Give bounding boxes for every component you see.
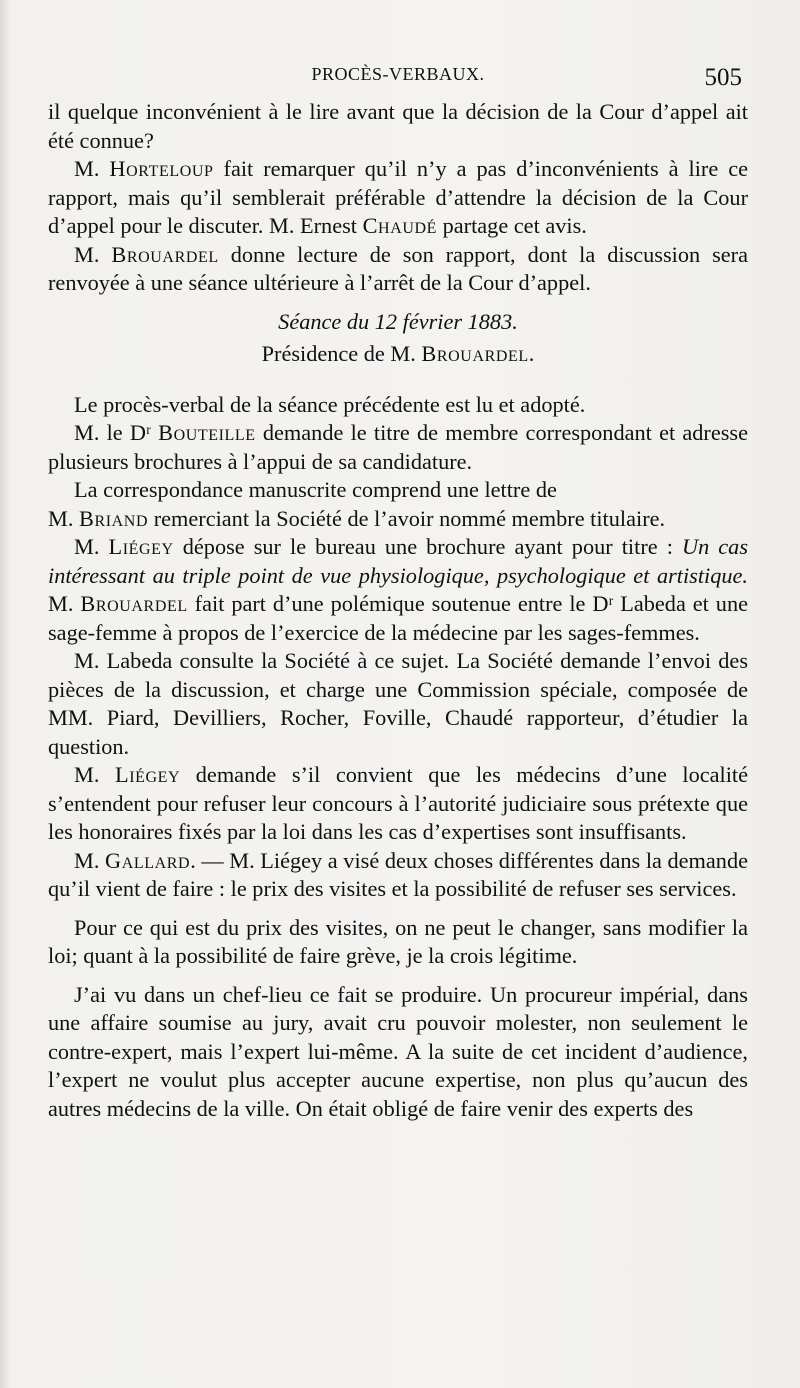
paragraph-labeda: M. Labeda consulte la Société à ce sujet. La Société demande l’envoi des pièces de la discussion, et charge une Commission spéciale, composée de MM. Piard, Devilliers, Rocher, Foville, Chaudé rapporteur, d’étudier la question. bbox=[48, 648, 748, 759]
paragraph-text: demande le titre de membre correspondant et adresse plusieurs brochures à l’appui de sa candidature. bbox=[48, 420, 748, 474]
paragraph-chef-lieu: J’ai vu dans un chef-lieu ce fait se produire. Un procureur impérial, dans une affaire soumise au jury, avait cru pouvoir molester, non seulement le contre-expert, mais l’expert lui-même. A la suite de cet incident d’audience, l’expert ne voulut plus accepter aucune expertise, non plus qu’aucun des autres médecins de la ville. On était obligé de faire venir des experts des bbox=[48, 981, 748, 1121]
paragraph-liegey-brochure bbox=[48, 533, 748, 647]
speaker-name-2: Brouardel bbox=[80, 591, 188, 616]
running-head: PROCÈS-VERBAUX. bbox=[311, 64, 485, 84]
presidency-line bbox=[48, 340, 748, 369]
speaker-prefix: M. bbox=[74, 534, 100, 559]
presidency-suffix: . bbox=[528, 341, 535, 366]
paragraph-horteloup bbox=[48, 155, 748, 241]
paragraph-text: . — M. Liégey a visé deux choses différentes dans la demande qu’il vient de faire : le prix des visites et la possibilité de refuser ses services. bbox=[48, 847, 748, 901]
page-header bbox=[48, 62, 748, 96]
paragraph-text-2: fait part d’une polémique soutenue entre le Dʳ Labeda et une sage-femme à propos de l’exercice de la médecine par les sages-femmes. bbox=[48, 591, 748, 645]
paragraph-text: dépose sur le bureau une brochure ayant pour titre : bbox=[182, 534, 673, 559]
continued-paragraph: il quelque inconvénient à le lire avant que la décision de la Cour d’appel ait été connue? bbox=[48, 99, 748, 153]
speaker-prefix: M. bbox=[74, 241, 100, 267]
speaker-prefix: M. bbox=[48, 505, 74, 531]
session-title-text: Séance du 12 février 1883. bbox=[278, 308, 518, 334]
page-body bbox=[48, 98, 748, 1123]
speaker-prefix: M. bbox=[74, 762, 100, 787]
paragraph-correspondence bbox=[48, 476, 748, 533]
speaker-prefix: M. le Dʳ bbox=[74, 420, 151, 445]
paragraph-text: remerciant la Société de l’avoir nommé membre titulaire. bbox=[153, 505, 666, 531]
speaker-name: Gallard bbox=[105, 847, 191, 873]
page-number: 505 bbox=[704, 64, 742, 91]
paragraph-text: fait remarquer qu’il n’y a pas d’inconvénients à lire ce rapport, mais qu’il semblerait préférable d’attendre la décision de la Cour d’appel pour le discuter. M. Ernest bbox=[48, 156, 748, 238]
paragraph-suffix: partage cet avis. bbox=[442, 213, 587, 238]
paragraph-bouteille bbox=[48, 419, 748, 476]
speaker-name: Briand bbox=[78, 505, 149, 531]
paragraph-text: donne lecture de son rapport, dont la discussion sera renvoyée à une séance ultérieure à l’arrêt de la Cour d’appel. bbox=[48, 241, 748, 295]
presidency-prefix: Présidence de M. bbox=[261, 341, 416, 366]
session-title bbox=[48, 308, 748, 337]
presidency-name: Brouardel bbox=[421, 341, 529, 366]
paragraph-minutes: Le procès-verbal de la séance précédente est lu et adopté. bbox=[74, 391, 586, 417]
paragraph-text: demande s’il convient que les médecins d’une localité s’entendent pour refuser leur concours à l’autorité judiciaire sous prétexte que les honoraires fixés par la loi dans les cas d’expertises sont insuffisants. bbox=[48, 762, 749, 844]
correspondence-line: La correspondance manuscrite comprend une lettre de bbox=[74, 477, 557, 502]
speaker-name: Brouardel bbox=[111, 241, 219, 267]
paragraph-price-visits: Pour ce qui est du prix des visites, on ne peut le changer, sans modifier la loi; quant à la possibilité de faire grève, je la crois légitime. bbox=[48, 914, 748, 968]
brochure-title: Un cas intéressant au triple point de vue physiologique, psychologique et artistique. bbox=[48, 534, 749, 588]
speaker-name: Liégey bbox=[114, 762, 181, 787]
paragraph-brouardel-report bbox=[48, 241, 748, 298]
speaker-prefix: M. bbox=[74, 156, 100, 181]
secondary-name: Chaudé bbox=[362, 213, 438, 238]
paragraph-gallard bbox=[48, 847, 748, 904]
speaker-prefix-2: M. bbox=[48, 591, 74, 616]
speaker-name: Bouteille bbox=[158, 420, 256, 445]
speaker-name: Liégey bbox=[108, 534, 174, 559]
speaker-prefix: M. bbox=[74, 847, 100, 873]
paragraph-liegey-question bbox=[48, 761, 748, 847]
speaker-name: Horteloup bbox=[109, 156, 214, 181]
